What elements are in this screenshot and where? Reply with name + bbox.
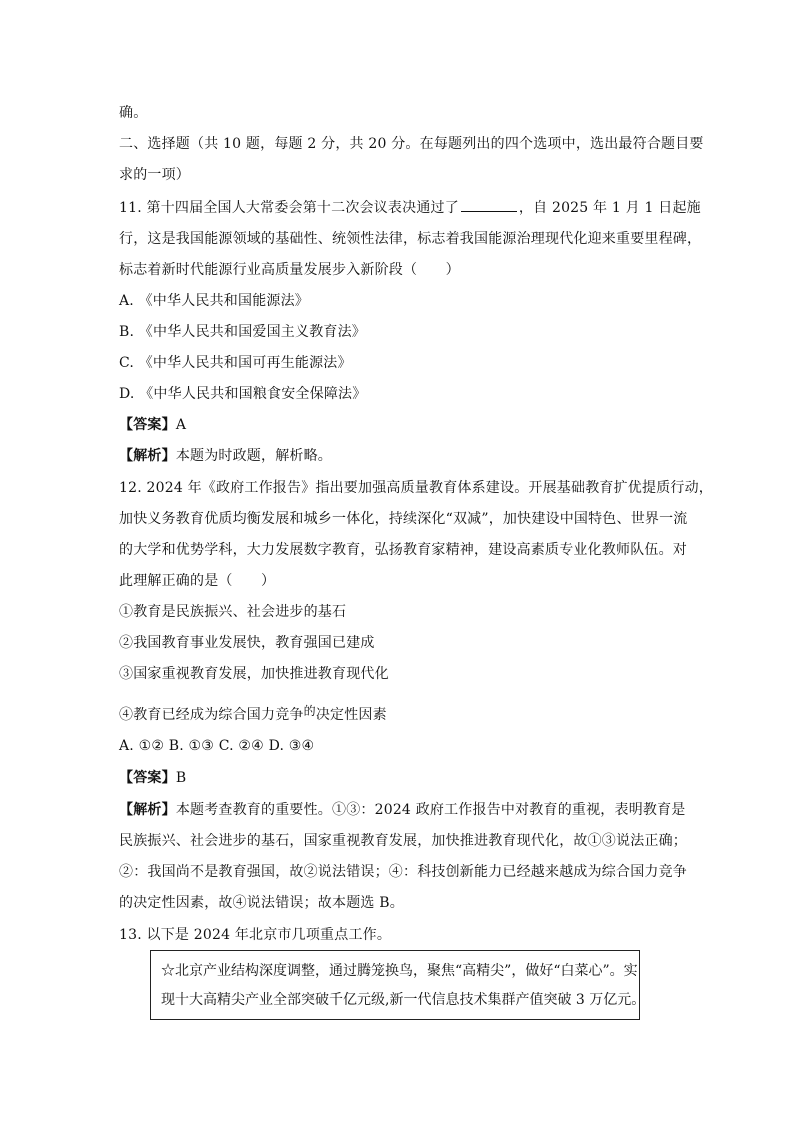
- text-line: 的大学和优势学科，大力发展数字教育，弘扬教育家精神，建设高素质专业化教师队伍。对: [119, 542, 687, 558]
- statement-4-end: 决定性因素: [315, 707, 387, 723]
- analysis-text: 本题考查教育的重要性。①③：2024 政府工作报告中对教育的重视，表明教育是: [175, 802, 686, 818]
- question-12-options: A. ①② B. ①③ C. ②④ D. ③④: [119, 738, 315, 754]
- answer-11: [119, 416, 186, 434]
- option-d: D. 《中华人民共和国粮食安全保障法》: [119, 386, 367, 402]
- option-b: B. 《中华人民共和国爱国主义教育法》: [119, 324, 366, 340]
- fill-in-blank: [461, 199, 517, 212]
- statement-4-particle: 的: [303, 704, 316, 718]
- answer-12: [119, 769, 186, 787]
- section-heading: 二、选择题（共 10 题，每题 2 分，共 20 分。在每题列出的四个选项中，选出最符合题目要: [119, 136, 704, 152]
- analysis-11: [119, 447, 332, 465]
- statement-4: [119, 702, 387, 724]
- text-line: 行，这是我国能源领域的基础性、统领性法律，标志着我国能源治理现代化迎来重要里程碑，: [119, 231, 702, 247]
- analysis-label: 【解析】: [119, 448, 176, 464]
- option-c: C. 《中华人民共和国可再生能源法》: [119, 355, 352, 371]
- analysis-text: 本题为时政题，解析略。: [175, 448, 333, 464]
- answer-label: 【答案】: [119, 417, 176, 433]
- answer-label: 【答案】: [119, 770, 176, 786]
- text-line: 的决定性因素，故④说法错误；故本题选 B。: [119, 895, 404, 911]
- material-box: [150, 950, 646, 1020]
- statement-1: ①教育是民族振兴、社会进步的基石: [119, 604, 347, 620]
- text-line: 标志着新时代能源行业高质量发展步入新阶段（ ）: [119, 262, 460, 278]
- text-line: ②：我国尚不是教育强国，故②说法错误；④：科技创新能力已经越来越成为综合国力竞争: [119, 864, 687, 880]
- text-line: 加快义务教育优质均衡发展和城乡一体化，持续深化“双减”，加快建设中国特色、世界一流: [119, 511, 688, 527]
- question-12-stem: 12. 2024 年《政府工作报告》指出要加强高质量教育体系建设。开展基础教育扩优提质行动，: [119, 480, 713, 496]
- material-line-2: 现十大高精尖产业全部突破千亿元级,新一代信息技术集群产值突破 3 万亿元。: [161, 992, 646, 1008]
- statement-4-start: ④教育已经成为综合国力竞争: [119, 707, 304, 723]
- text-line: 民族振兴、社会进步的基石，国家重视教育发展，加快推进教育现代化，故①③说法正确；: [119, 833, 687, 849]
- analysis-label: 【解析】: [119, 802, 176, 818]
- text-line: 此理解正确的是（ ）: [119, 573, 276, 589]
- question-13-stem: 13. 以下是 2024 年北京市几项重点工作。: [119, 927, 392, 943]
- answer-value: A: [175, 417, 187, 433]
- option-a: A. 《中华人民共和国能源法》: [119, 293, 310, 309]
- question-11-stem-start: 11. 第十四届全国人大常委会第十二次会议表决通过了: [119, 200, 459, 216]
- text-line: 确。: [119, 105, 148, 121]
- question-11-stem: [119, 199, 701, 217]
- statement-3: ③国家重视教育发展，加快推进教育现代化: [119, 666, 389, 682]
- text-line: 求的一项）: [119, 167, 190, 183]
- analysis-12: [119, 801, 686, 819]
- question-11-stem-end: ，自 2025 年 1 月 1 日起施: [518, 200, 701, 216]
- statement-2: ②我国教育事业发展快，教育强国已建成: [119, 635, 375, 651]
- material-line-1: ☆北京产业结构深度调整，通过腾笼换鸟，聚焦“高精尖”，做好“白菜心”。实: [161, 963, 638, 979]
- answer-value: B: [175, 770, 187, 786]
